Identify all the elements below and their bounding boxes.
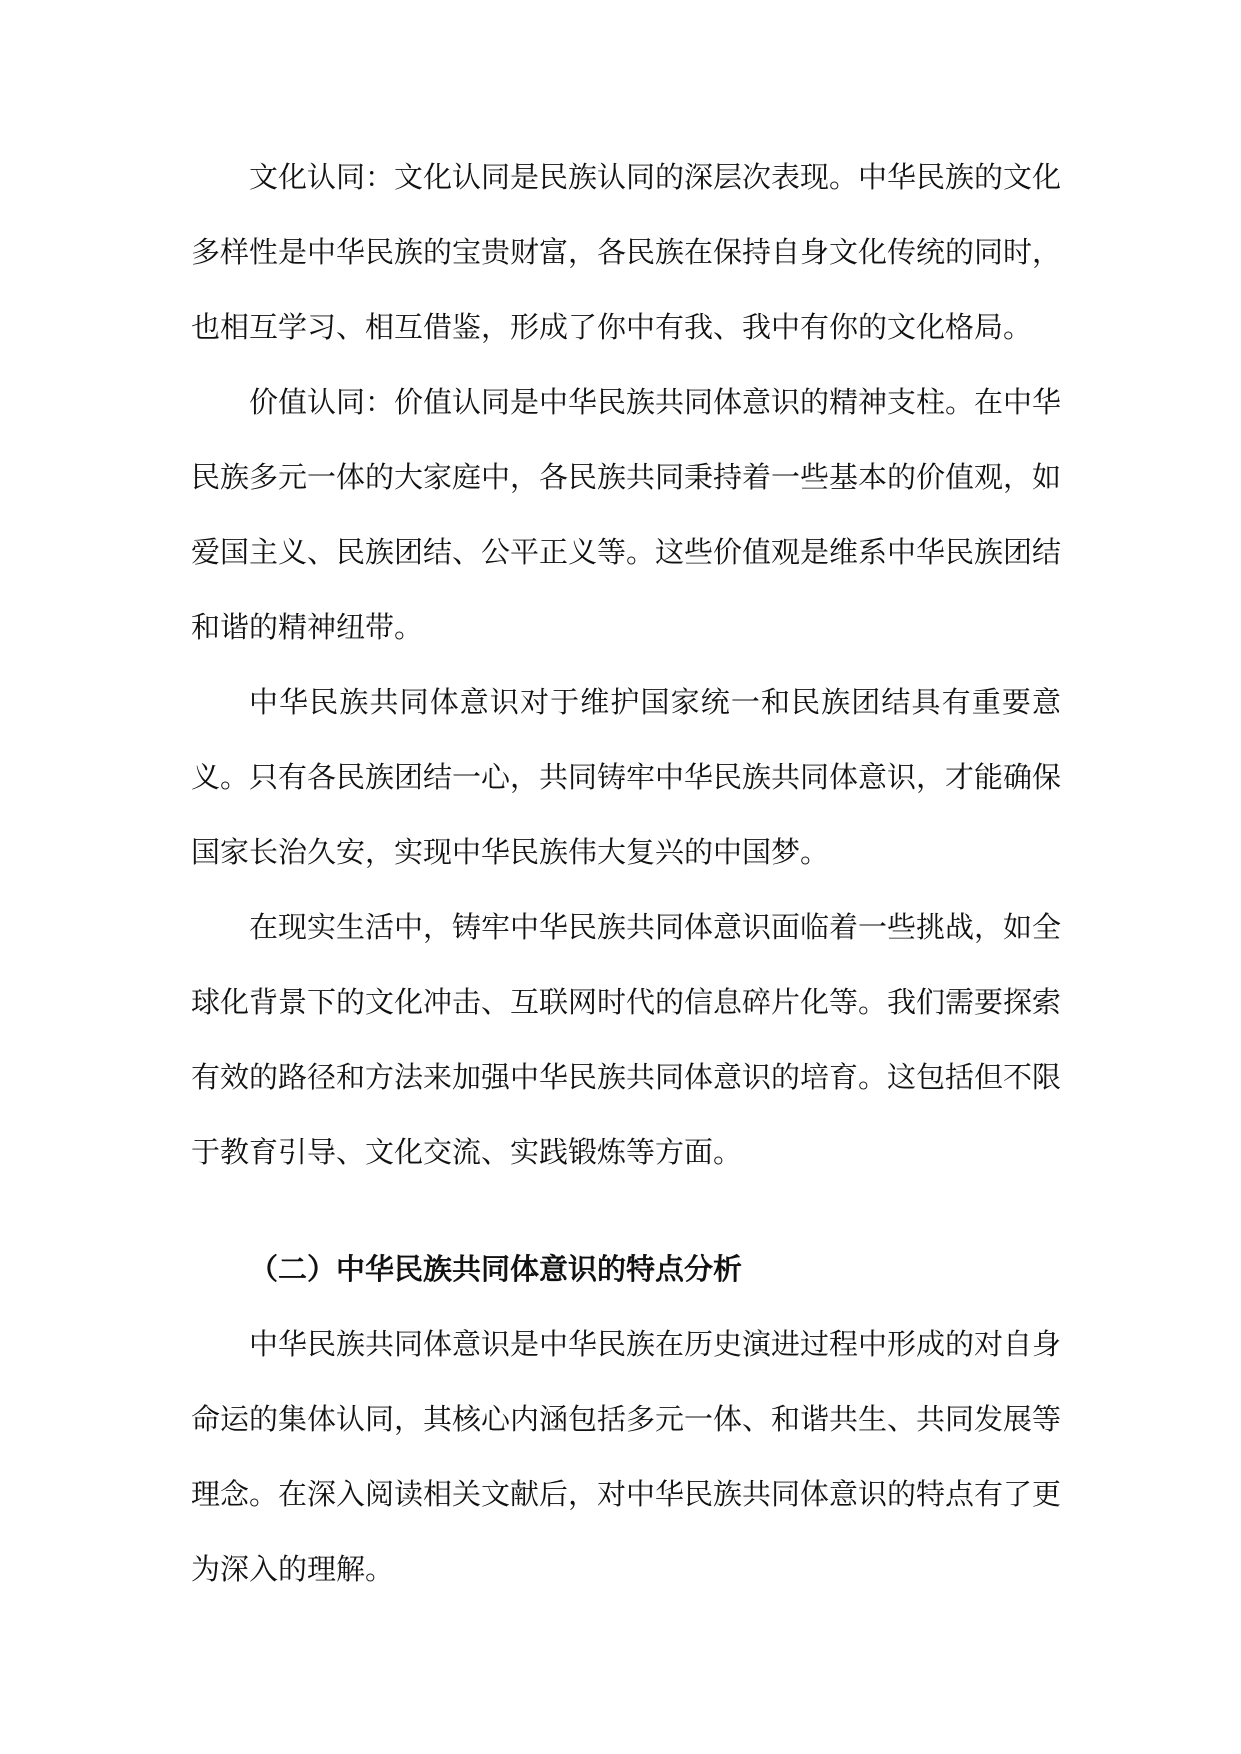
paragraph-challenges: 在现实生活中，铸牢中华民族共同体意识面临着一些挑战，如全球化背景下的文化冲击、互联网时代的信息碎片化等。我们需要探索有效的路径和方法来加强中华民族共同体意识的培育。这包括但不限于教育引导、文化交流、实践锻炼等方面。 bbox=[191, 910, 1062, 1169]
paragraph-cultural-identity: 文化认同：文化认同是民族认同的深层次表现。中华民族的文化多样性是中华民族的宝贵财富，各民族在保持自身文化传统的同时，也相互学习、相互借鉴，形成了你中有我、我中有你的文化格局。 bbox=[191, 160, 1062, 344]
paragraph-characteristics: 中华民族共同体意识是中华民族在历史演进过程中形成的对自身命运的集体认同，其核心内涵包括多元一体、和谐共生、共同发展等理念。在深入阅读相关文献后，对中华民族共同体意识的特点有了更为深入的理解。 bbox=[191, 1327, 1062, 1586]
document-body bbox=[191, 140, 1061, 1607]
paragraph-national-unity: 中华民族共同体意识对于维护国家统一和民族团结具有重要意义。只有各民族团结一心，共同铸牢中华民族共同体意识，才能确保国家长治久安，实现中华民族伟大复兴的中国梦。 bbox=[191, 685, 1062, 869]
section-heading: （二）中华民族共同体意识的特点分析 bbox=[249, 1252, 743, 1286]
paragraph-value-identity: 价值认同：价值认同是中华民族共同体意识的精神支柱。在中华民族多元一体的大家庭中，各民族共同秉持着一些基本的价值观，如爱国主义、民族团结、公平正义等。这些价值观是维系中华民族团结和谐的精神纽带。 bbox=[191, 385, 1062, 644]
